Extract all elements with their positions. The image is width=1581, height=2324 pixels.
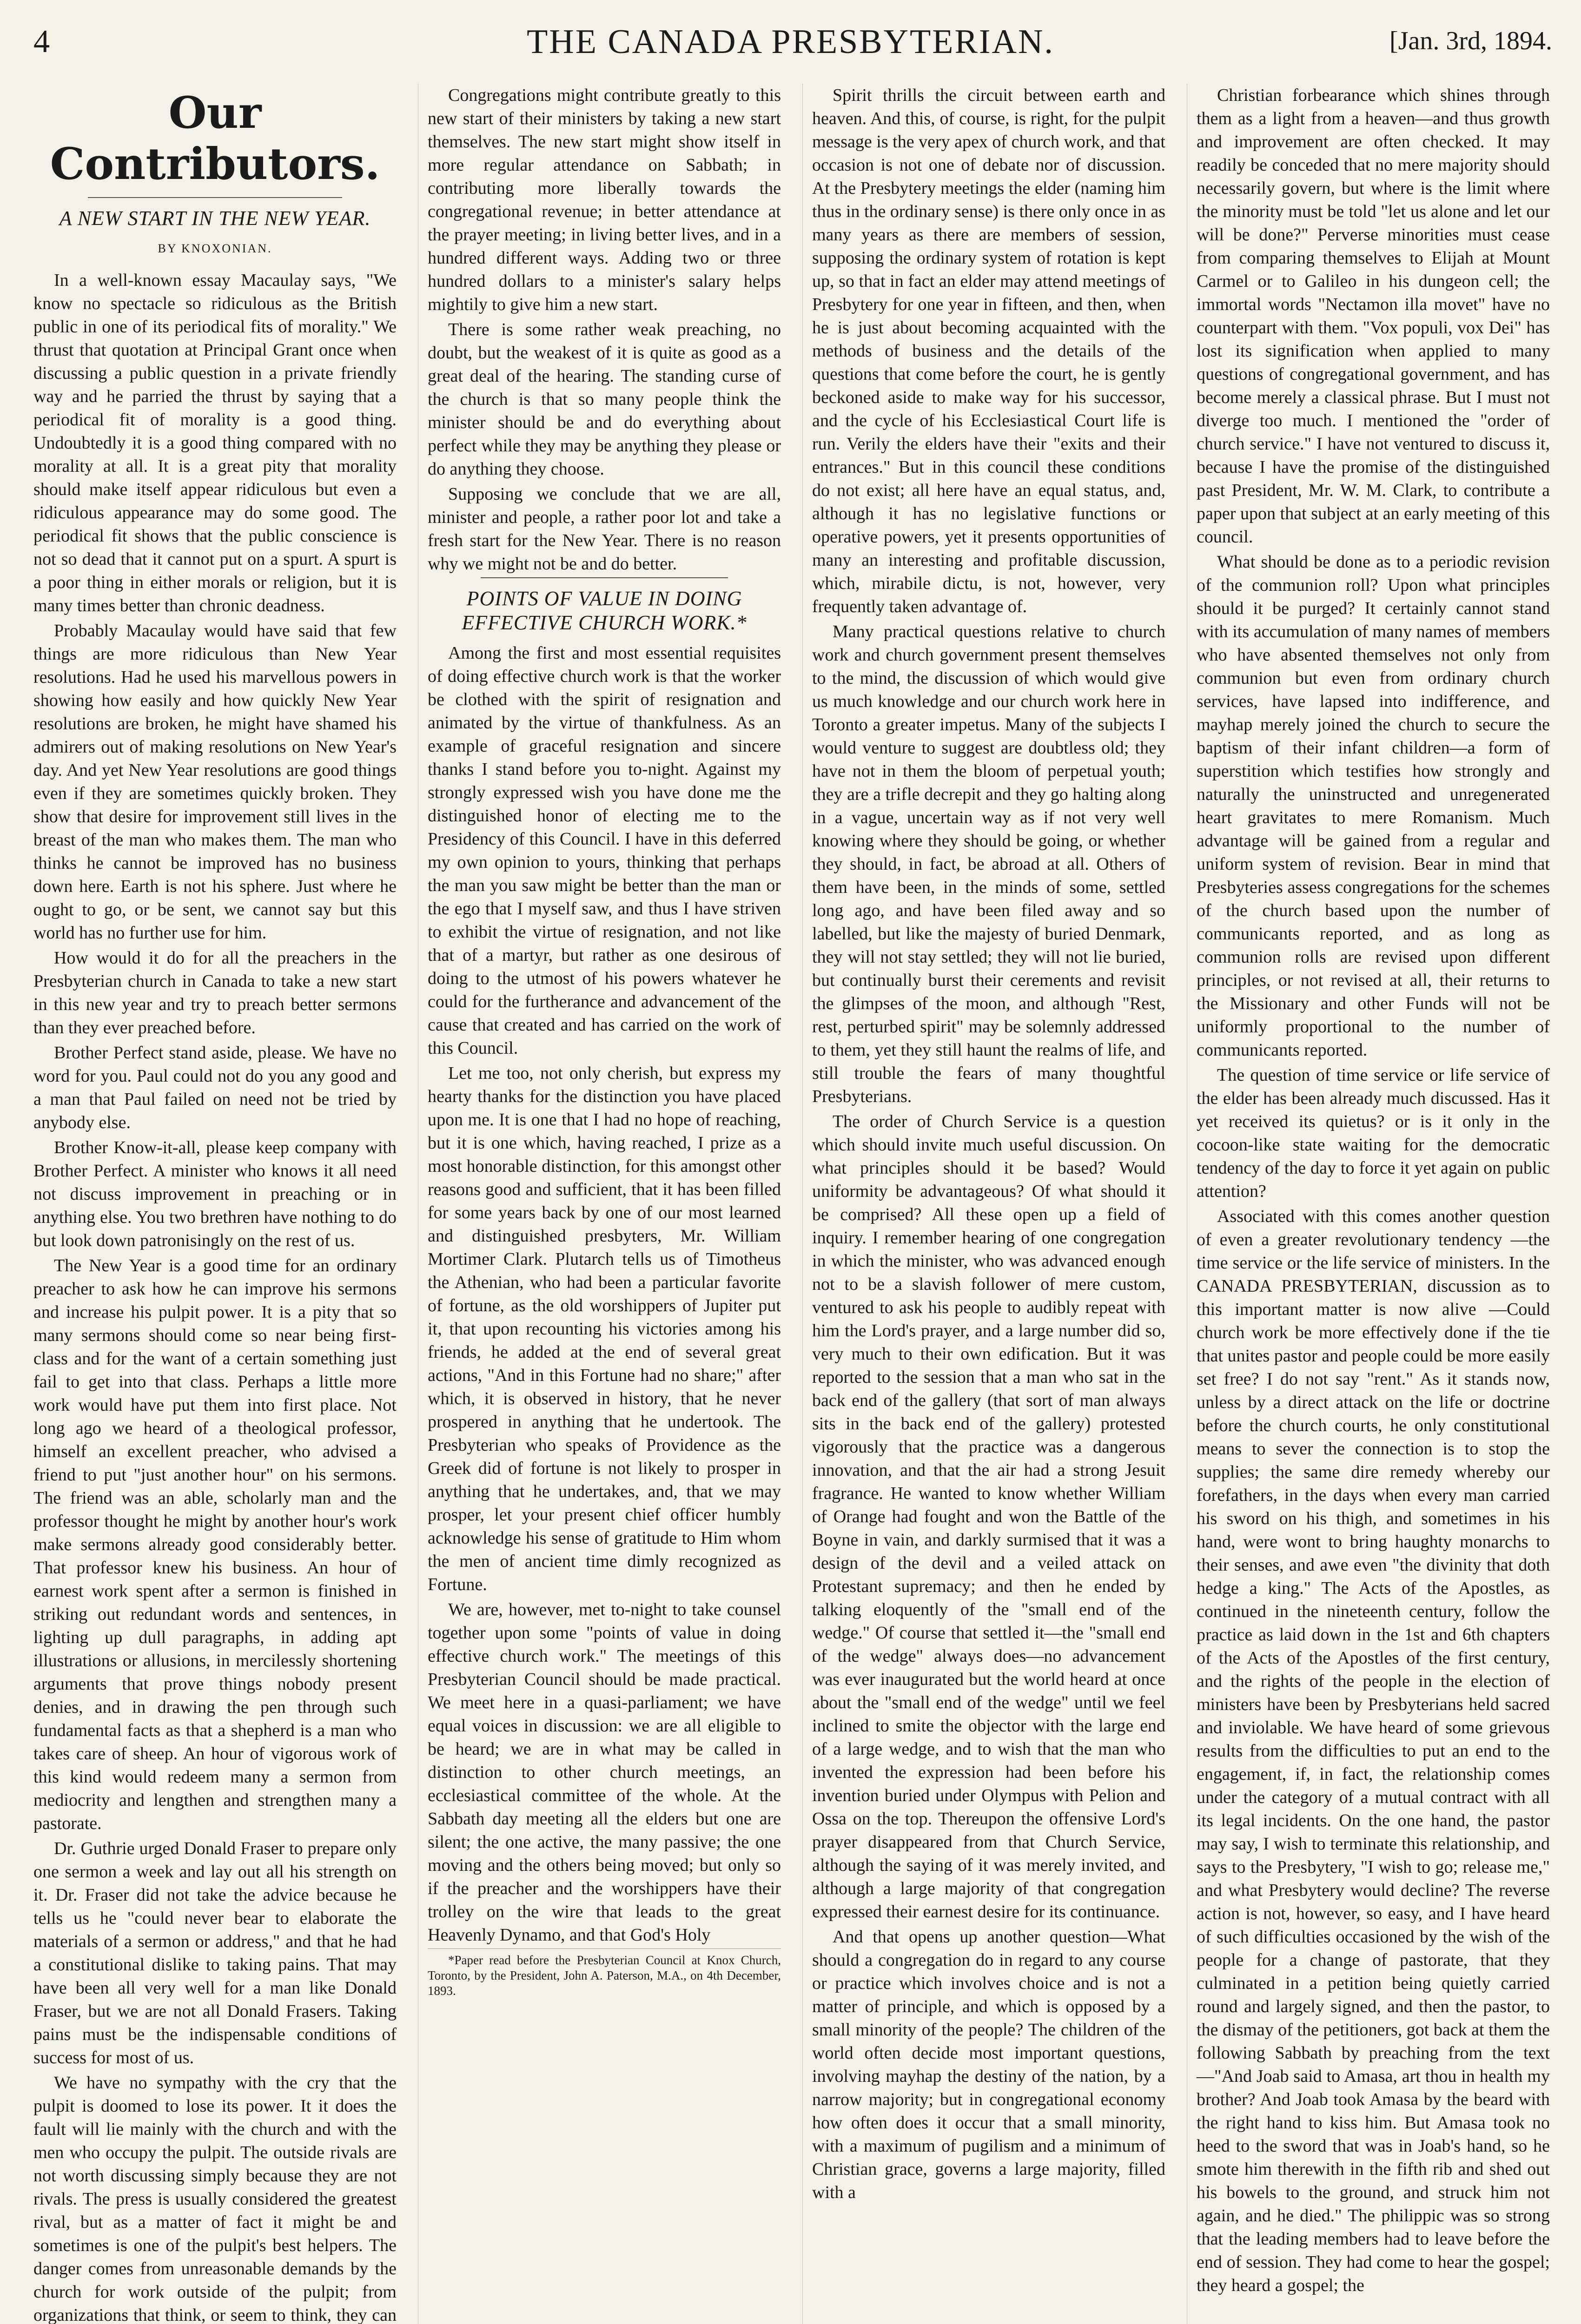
article2-title: POINTS OF VALUE IN DOING EFFECTIVE CHURCH WORK.* [462,587,747,634]
paragraph: The New Year is a good time for an ordinary preacher to ask how he can improve his sermons and increase his pulpit power. It is a pity that so many sermons should come so near being first-class and for the want of a certain something just fail to get into that class. Perhaps a little more work would have put them into first place. Not long ago we heard of a theological professor, himself an excellent preacher, who advised a friend to put "just another hour" on his sermons. The friend was an able, scholarly man and the professor thought he might by another hour's work make sermons already good considerably better. That professor knew his business. An hour of earnest work spent after a sermon is finished in striking out redundant words and sentences, in lighting up dull paragraphs, in adding apt illustrations or allusions, in mercilessly shortening arguments that prove things nobody present denies, and in drawing the pen through such fundamental facts as that a shepherd is a man who takes care of sheep. An hour of vigorous work of this kind would redeem many a sermon from mediocrity and lengthen and strengthen many a pastorate. [33,1256,397,1833]
paragraph: Among the first and most essential requisites of doing effective church work is that the worker be clothed with the spirit of resignation and animated by the virtue of thankfulness. As an example of graceful resignation and sincere thanks I stand before you to-night. Against my strongly expressed wish you have done me the distinguished honor of electing me to the Presidency of this Council. I have in this deferred my own opinion to yours, thinking that perhaps the man you saw might be better than the man or the ego that I myself saw, and thus I have striven to exhibit the virtue of resignation, and not like that of a martyr, but rather as one desirous of doing to the utmost of his powers whatever he could for the furtherance and advancement of the cause that created and has carried on the work of this Council. [428,643,781,1058]
paragraph: Supposing we conclude that we are all, minister and people, a rather poor lot and take a fresh start for the New Year. There is no reason why we might not be and do better. [428,484,781,574]
paragraph: Dr. Guthrie urged Donald Fraser to prepare only one sermon a week and lay out all his strength on it. Dr. Fraser did not take the advice because he tells us he "could never bear to elaborate the materials of a sermon or address," and that he had a constitutional dislike to taking pains. That may have been all very well for a man like Donald Fraser, but we are not all Donald Frasers. Taking pains must be the indispensable conditions of success for most of us. [33,1839,397,2067]
paragraph: In a well-known essay Macaulay says, "We know no spectacle so ridiculous as the British public in one of its periodical fits of morality." We thrust that quotation at Principal Grant once when discussing a public question in a private friendly way and he parried the thrust by saying that a periodical fit of morality is a good thing. Undoubtedly it is a good thing compared with no morality at all. It is a great pity that morality should make itself appear ridiculous but even a ridiculous appearance may do some good. The periodical fit shows that the public conscience is not so dead that it cannot put on a spurt. A spurt is a poor thing in either morals or religion, but it is many times better than chronic deadness. [33,271,397,615]
paragraph: The order of Church Service is a question which should invite much useful discussion. On what principles should it be based? Would uniformity be advantageous? Of what should it be comprised? All these open up a field of inquiry. I remember hearing of one congregation in which the minister, who was advanced enough not to be a slavish follower of mere custom, ventured to ask his people to audibly repeat with him the Lord's prayer, and a large number did so, very much to their own edification. But it was reported to the session that a man who sat in the back end of the gallery (that sort of man always sits in the back end of the gallery) protested vigorously that the practice was a dangerous innovation, and that the air had a strong Jesuit fragrance. He wanted to know whether William of Orange had fought and won the Battle of the Boyne in vain, and darkly surmised that it was a design of the devil and a veiled attack on Protestant supremacy; and then he ended by talking eloquently of the "small end of the wedge." Of course that settled it—the "small end of the wedge" always does—no advancement was ever inaugurated but the world heard at once about the "small end of the wedge" until we feel inclined to smite the objector with the large end of a large wedge, and to wish that the man who invented the expression had been before his invention buried under Olympus with Pelion and Ossa on the top. Thereupon the offensive Lord's prayer disappeared from that Church Service, although the saying of it was merely invited, and although a large majority of that congregation expressed their earnest desire for its continuance. [812,1112,1165,1921]
paragraph: We are, however, met to-night to take counsel together upon some "points of value in doing effective church work." The meetings of this Presbyterian Council should be made practical. We meet here in a quasi-parliament; we have equal voices in discussion: we are all eligible to be heard; we are in what may be called in distinction to other church meetings, an ecclesiastical committee of the whole. At the Sabbath day meeting all the elders but one are silent; the one active, the many passive; the one moving and the others being moved; but only so if the preacher and the worshippers have their trolley on the wire that leads to the great Heavenly Dynamo, and that God's Holy [428,1600,781,1945]
paragraph: What should be done as to a periodic revision of the communion roll? Upon what principles should it be purged? It certainly cannot stand with its accumulation of many names of members who have absented themselves not only from communion but even from ordinary church services, have lapsed into indifference, and mayhap merely joined the church to secure the baptism of their infant children—a form of superstition which testifies how strongly and naturally the uninstructed and unregenerated heart gravitates to mere Romanism. Much advantage will be gained from a regular and uniform system of revision. Bear in mind that Presbyteries assess congregations for the schemes of the church based upon the number of communicants reported, and as long as communion rolls are revised upon different principles, or not revised at all, their returns to the Missionary and other Funds will not be uniformly proportional to the number of communicants reported. [1197,552,1550,1060]
column-3 [802,84,1165,2324]
page-number: 4 [33,24,50,59]
paragraph: Many practical questions relative to church work and church government present themselves to the mind, the discussion of which would give us much knowledge and our church work here in Toronto a greater impetus. Many of the subjects I would venture to suggest are doubtless old; they have not in them the bloom of perpetual youth; they are a trifle decrepit and they go halting along in a vague, uncertain way as if not very well knowing where they should be going, or whether they should, in fact, be abroad at all. Others of them have been, in the minds of some, settled long ago, and have been filed away and so labelled, but like the majesty of buried Denmark, they will not stay settled; they will not lie buried, but continually burst their cerements and revisit the glimpses of the moon, and although "Rest, rest, perturbed spirit" may be solemnly addressed to them, yet they still haunt the realms of life, and still trouble the fears of many thoughtful Presbyterians. [812,622,1165,1106]
paragraph: Brother Know-it-all, please keep company with Brother Perfect. A minister who knows it all need not discuss improvement in preaching or in anything else. You two brethren have nothing to do but look down patronisingly on the rest of us. [33,1138,397,1250]
paragraph: There is some rather weak preaching, no doubt, but the weakest of it is quite as good as a great deal of the hearing. The standing curse of the church is that so many people think the minister should be and do everything about perfect while they may be anything they please or do anything they choose. [428,320,781,479]
paragraph: The question of time service or life service of the elder has been already much discussed. Has it yet received its quietus? or is it only in the cocoon-like state waiting for the democratic tendency of the day to force it yet again on public attention? [1197,1065,1550,1201]
paragraph: We have no sympathy with the cry that the pulpit is doomed to lose its power. It it does the fault will lie mainly with the church and with the men who occupy the pulpit. The outside rivals are not worth discussing simply because they are not rivals. The press is usually considered the greatest rival, but as a matter of fact it might be and sometimes is one of the pulpit's best helpers. The danger comes from unreasonable demands by the church for work outside of the pulpit; from organizations that think, or seem to think, they can [33,2073,397,2324]
column-1 [33,84,397,2324]
section-heading: Our Contributors. [50,87,380,190]
issue-date: [Jan. 3rd, 1894. [1389,26,1552,55]
paragraph: And that opens up another question—What should a congregation do in regard to any course or practice which involves choice and is not a matter of principle, and which is opposed by a small minority of the people? The children of the world often decide most important questions, involving mayhap the destiny of the nation, by a narrow majority; but in congregational economy how often does it occur that a small minority, with a maximum of pugilism and a minimum of Christian grace, governs a large majority, filled with a [812,1927,1165,2202]
paragraph: How would it do for all the preachers in the Presbyterian church in Canada to take a new start in this new year and try to preach better sermons than they ever preached before. [33,948,397,1037]
article-columns [33,84,1550,2324]
paragraph: Let me too, not only cherish, but express my hearty thanks for the distinction you have placed upon me. It is one that I had no hope of reaching, but it is one which, having reached, I prize as a most honorable distinction, for this amongst other reasons good and sufficient, that it has been filled for some years back by one of our most learned and distinguished presbyters, Mr. William Mortimer Clark. Plutarch tells us of Timotheus the Athenian, who had been a particular favorite of fortune, as the old worshippers of Jupiter put it, that upon recounting his victories among his friends, he added at the end of several great actions, "And in this Fortune had no share;" after which, it is observed in history, that he never prospered in anything that he undertook. The Presbyterian who speaks of Providence as the Greek did of fortune is not likely to prosper in anything that he undertakes, and, that we may prosper, let your present chief officer humbly acknowledge his sense of gratitude to Him whom the men of ancient time dimly recognized as Fortune. [428,1063,781,1594]
article1-title: A NEW START IN THE NEW YEAR. [59,207,371,230]
paragraph: Probably Macaulay would have said that few things are more ridiculous than New Year resolutions. Had he used his marvellous powers in showing how easily and how quickly New Year resolutions are broken, he might have shamed his admirers out of making resolutions on New Year's day. And yet New Year resolutions are good things even if they are sometimes quickly broken. They show that desire for improvement still lives in the breast of the man who makes them. The man who thinks he cannot be improved has no business down here. Earth is not his sphere. Just where he ought to go, or be sent, we cannot say but this world has no further use for him. [33,621,397,943]
paragraph: Associated with this comes another question of even a greater revolutionary tendency —the time service or the life service of ministers. In the CANADA PRESBYTERIAN, discussion as to this important matter is now alive —Could church work be more effectively done if the tie that unites pastor and people could be more easily set free? I do not say "rent." As it stands now, unless by a direct attack on the life or doctrine before the church courts, he only constitutional means to sever the connection is to stop the supplies; the same dire remedy whereby our forefathers, in the days when every man carried his sword on his thigh, and sometimes in his hand, were wont to bring haughty monarchs to their senses, and awe even "the divinity that doth hedge a king." The Acts of the Apostles, as continued in the nineteenth century, follow the practice as laid down in the 1st and 6th chapters of the Acts of the Apostles of the first century, and the rights of the people in the election of ministers have been by Presbyterians held sacred and inviolable. We have heard of some grievous results from the difficulties to put an end to the engagement, if, in fact, the relationship comes under the category of a mutual contract with all its legal incidents. On the one hand, the pastor may say, I wish to terminate this relationship, and says to the Presbytery, "I wish to go; release me," and what Presbytery would decline? The reverse action is not, however, so easy, and I have heard of such difficulties occasioned by the wish of the people for a change of pastorate, that they culminated in a petition being quietly carried round and largely signed, and then the pastor, to the dismay of the petitioners, got back at them the following Sabbath by preaching from the text—"And Joab said to Amasa, art thou in health my brother? And Joab took Amasa by the beard with the right hand to kiss him. But Amasa took no heed to the sword that was in Joab's hand, so he smote him therewith in the fifth rib and shed out his bowels to the ground, and struck him not again, and he died." The philippic was so strong that the leading members had to leave before the end of session. They had come to hear the gospel; they heard a gospel; the [1197,1207,1550,2295]
heading-divider [88,197,342,198]
newspaper-title: THE CANADA PRESBYTERIAN. [527,23,1054,61]
article-divider [481,577,728,578]
paragraph: Spirit thrills the circuit between earth and heaven. And this, of course, is right, for the pulpit message is the very apex of church work, and that occasion is not one of debate nor of discussion. At the Presbytery meetings the elder (naming him thus in the ordinary sense) is there only once in as many years as there are members of session, supposing the ordinary system of rotation is kept up, so that in fact an elder may attend meetings of Presbytery for one year in fifteen, and then, when he is just about becoming acquainted with the methods of business and the details of the questions that come before the court, he is gently beckoned aside to make way for his successor, and the cycle of his Ecclesiastical Court life is run. Verily the elders have their "exits and their entrances." But in this council these conditions do not exist; all here have an equal status, and, although it has no legislative functions or operative powers, yet it presents opportunities of many an interesting and profitable discussion, which, mirabile dictu, is not, however, very frequently taken advantage of. [812,86,1165,616]
paragraph: Congregations might contribute greatly to this new start of their ministers by taking a new start themselves. The new start might show itself in more regular attendance on Sabbath; in contributing more liberally towards the congregational revenue; in better attendance at the prayer meeting; in living better lives, and in a hundred different ways. Adding two or three hundred dollars to a minister's salary helps mightily to give him a new start. [428,86,781,314]
article1-byline: BY KNOXONIAN. [158,242,272,255]
column-2 [418,84,781,2324]
paragraph: Brother Perfect stand aside, please. We have no word for you. Paul could not do you any good and a man that Paul failed on need not be tried by anybody else. [33,1043,397,1132]
page-header [0,0,1581,79]
column-4 [1187,84,1550,2324]
article2-footnote: *Paper read before the Presbyterian Council at Knox Church, Toronto, by the President, John A. Paterson, M.A., on 4th December, 1893. [428,1948,781,1999]
paragraph: Christian forbearance which shines through them as a light from a heaven—and thus growth and improvement are often checked. It may readily be conceded that no mere majority should necessarily govern, but where is the limit where the minority must be told "let us alone and let our will be done?" Perverse minorities must cease from comparing themselves to Elijah at Mount Carmel or to Galileo in his dungeon cell; the immortal words "Nectamon illa movet" have no counterpart with them. "Vox populi, vox Dei" has lost its signification when applied to many questions of congregational government, and has become merely a classical phrase. But I must not diverge too much. I mentioned the "order of church service." I have not ventured to discuss it, because I have the promise of the distinguished past President, Mr. W. M. Clark, to contribute a paper upon that subject at an early meeting of this council. [1197,86,1550,547]
